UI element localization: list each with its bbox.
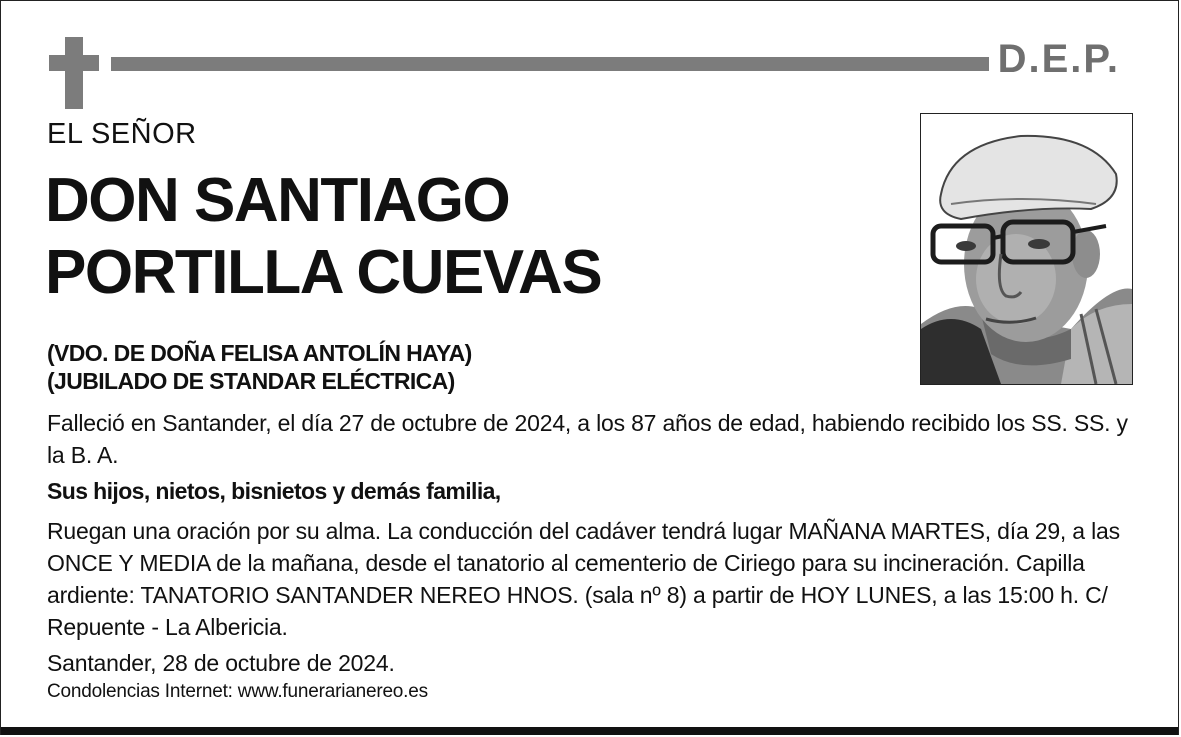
widower-of: (VDO. DE DOÑA FELISA ANTOLÍN HAYA) [47, 340, 472, 366]
name-line-2: PORTILLA CUEVAS [45, 238, 602, 307]
condolences-link-text: Condolencias Internet: www.funerarianereo.es [47, 681, 428, 702]
dateline: Santander, 28 de octubre de 2024. [47, 650, 395, 676]
honorific: EL SEÑOR [47, 118, 197, 150]
cross-icon [49, 37, 99, 109]
dep-label: D.E.P. [997, 37, 1120, 81]
funeral-details-paragraph: Ruegan una oración por su alma. La conducción del cadáver tendrá lugar MAÑANA MARTES, día 29, a las ONCE Y MEDIA de la mañana, desde el tanatorio al cementerio de Ciriego para su incineración. Capilla ardiente: TANATORIO SANTANDER NEREO HNOS. (sala nº 8) a partir de HOY LUNES, a las 15:00 h. C/ Repuente - La Albericia. [47, 518, 1120, 640]
bottom-rule [1, 727, 1178, 735]
death-notice-paragraph: Falleció en Santander, el día 27 de octubre de 2024, a los 87 años de edad, habiendo recibido los SS. SS. y la B. A. [47, 410, 1128, 468]
deceased-details [47, 339, 472, 395]
deceased-name [45, 165, 601, 309]
occupation: (JUBILADO DE STANDAR ELÉCTRICA) [47, 368, 455, 394]
portrait-image [921, 114, 1132, 384]
header-rule [111, 57, 989, 71]
family-line: Sus hijos, nietos, bisnietos y demás familia, [47, 478, 501, 504]
portrait-photo [920, 113, 1133, 385]
name-line-1: DON SANTIAGO [45, 166, 510, 235]
